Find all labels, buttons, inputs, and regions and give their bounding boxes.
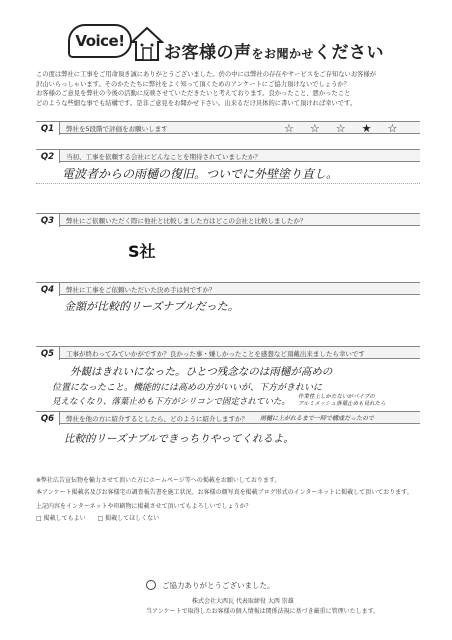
company-name: 株式会社大西瓦 代表取締役 大西 崇雄 xyxy=(192,598,294,605)
smile-icon xyxy=(146,580,156,590)
question-text: 弊社にご依頼いただく際に他社と比較しました方はどこの会社と比較しましたか？ xyxy=(66,217,307,225)
question-header xyxy=(36,346,420,359)
intro-line: どのような些細な事でも結構です。是非ご意見をお聞かせ下さい。出来るだけ具体的に書いて頂ければ幸いです。 xyxy=(36,99,357,107)
question-badge: Q1 xyxy=(36,122,60,135)
question-badge: Q3 xyxy=(36,214,60,227)
question-header xyxy=(36,213,420,226)
question-5 xyxy=(36,346,420,408)
footer-note: 上記内容をインターネットや印刷物に掲載させて頂いてもよろしいでしょうか？ xyxy=(36,503,252,510)
star-icon[interactable]: ☆ xyxy=(309,122,320,135)
footer-note: 本アンケート掲載名及びお客様宅の調査報告書を施工状況、お客様の顔写真を掲載ブログ形式のインターネットに掲載して頂いております。 xyxy=(36,489,413,496)
answer-text: S社 xyxy=(128,242,156,261)
intro-line: 沢山いらっしゃいます。そのかたたちに弊社をよく知って頂くためのアンケートにご協力頂けないでしょうか？ xyxy=(36,80,350,88)
question-text: 弊社を5段階で評価をお願いします xyxy=(66,125,168,133)
intro-line: お客様のご意見を弊社の今後の活動に反映させていただきたいと考えております。良かったこと、悪かったこと xyxy=(36,90,351,98)
question-text: 当初、工事を依頼する会社にどんなことを期待されていましたか？ xyxy=(66,153,261,161)
star-icon[interactable]: ☆ xyxy=(387,122,398,135)
footer-note: ※弊社広告宣伝物を輸力させて頂いた方にホームページ等への掲載をお願いしております。 xyxy=(36,477,281,484)
question-badge: Q6 xyxy=(36,412,60,425)
voice-logo xyxy=(68,22,168,74)
title-main: お客様の声 xyxy=(164,43,252,63)
answer-text: 金額が比較的リーズナブルだった。 xyxy=(64,300,239,313)
question-text: 弊社を他の方に紹介するとしたら、どのように紹介しますか？ xyxy=(66,415,248,423)
star-icon[interactable]: ☆ xyxy=(284,122,294,135)
answer-rule xyxy=(36,183,420,184)
speech-bubble-icon xyxy=(68,24,132,58)
question-badge: Q5 xyxy=(36,347,60,360)
intro-line: この度は弊社に工事をご用命頂き誠にありがとうございました。於の中には弊社の存在やサービスをご存知ないお客様が xyxy=(36,71,377,78)
answer-line: 見えなくなり、落葉止めも下方がシリコンで固定されていた。 xyxy=(52,397,290,407)
question-badge: Q4 xyxy=(36,283,60,296)
answer-line: 位置になったこと。機能的には高めの方がいいが、下方がきれいに xyxy=(52,383,323,393)
logo-text: Voice! xyxy=(75,32,125,50)
question-badge: Q2 xyxy=(36,150,60,163)
answer-note: 雨樋に上がれるまで一時で構成だったので xyxy=(260,415,375,422)
intro-text xyxy=(36,70,420,108)
answer-note: アルミメッシュ落葉止めも見れたら xyxy=(298,401,386,407)
question-3 xyxy=(36,213,420,275)
star-icon[interactable]: ☆ xyxy=(335,122,346,135)
question-header xyxy=(36,149,420,162)
title-small: をお聞かせ xyxy=(251,47,315,61)
title-main-end: ください xyxy=(314,43,385,63)
question-text: 工事が終わってみていかがですか？良かった事・嫌しかったことを感想など頂戴出来ましたら幸いです xyxy=(66,350,365,358)
house-icon xyxy=(130,26,164,62)
privacy-note: 当アンケートで取得したお客様の個人情報は関係法規に基づき厳重に管理いたします。 xyxy=(146,608,380,615)
question-4 xyxy=(36,282,420,340)
answer-note: 作業性上しかたないがパイプの xyxy=(298,394,375,400)
thanks-text: ご協力ありがとうございました。 xyxy=(162,581,275,590)
answer-text: 比較的リーズナブルできっちりやってくれるよ。 xyxy=(64,433,294,445)
footer-checkboxes[interactable]: □ 掲載してもよい □ 掲載してほしくない xyxy=(36,515,160,522)
question-6 xyxy=(36,411,420,463)
question-1 xyxy=(36,121,420,137)
question-header xyxy=(36,282,420,295)
answer-text: 電波者からの雨樋の復旧。ついでに外壁塗り直し。 xyxy=(62,167,339,181)
page-title xyxy=(164,38,384,63)
rating-stars[interactable] xyxy=(284,122,397,135)
question-2 xyxy=(36,149,420,205)
question-text: 弊社に工事をご依頼いただいた決め手は何ですか？ xyxy=(66,286,216,294)
question-header xyxy=(36,121,420,134)
star-icon[interactable]: ★ xyxy=(361,122,372,135)
answer-line: 外観はきれいになった。ひとつ残念なのは雨樋が高めの xyxy=(70,366,333,378)
